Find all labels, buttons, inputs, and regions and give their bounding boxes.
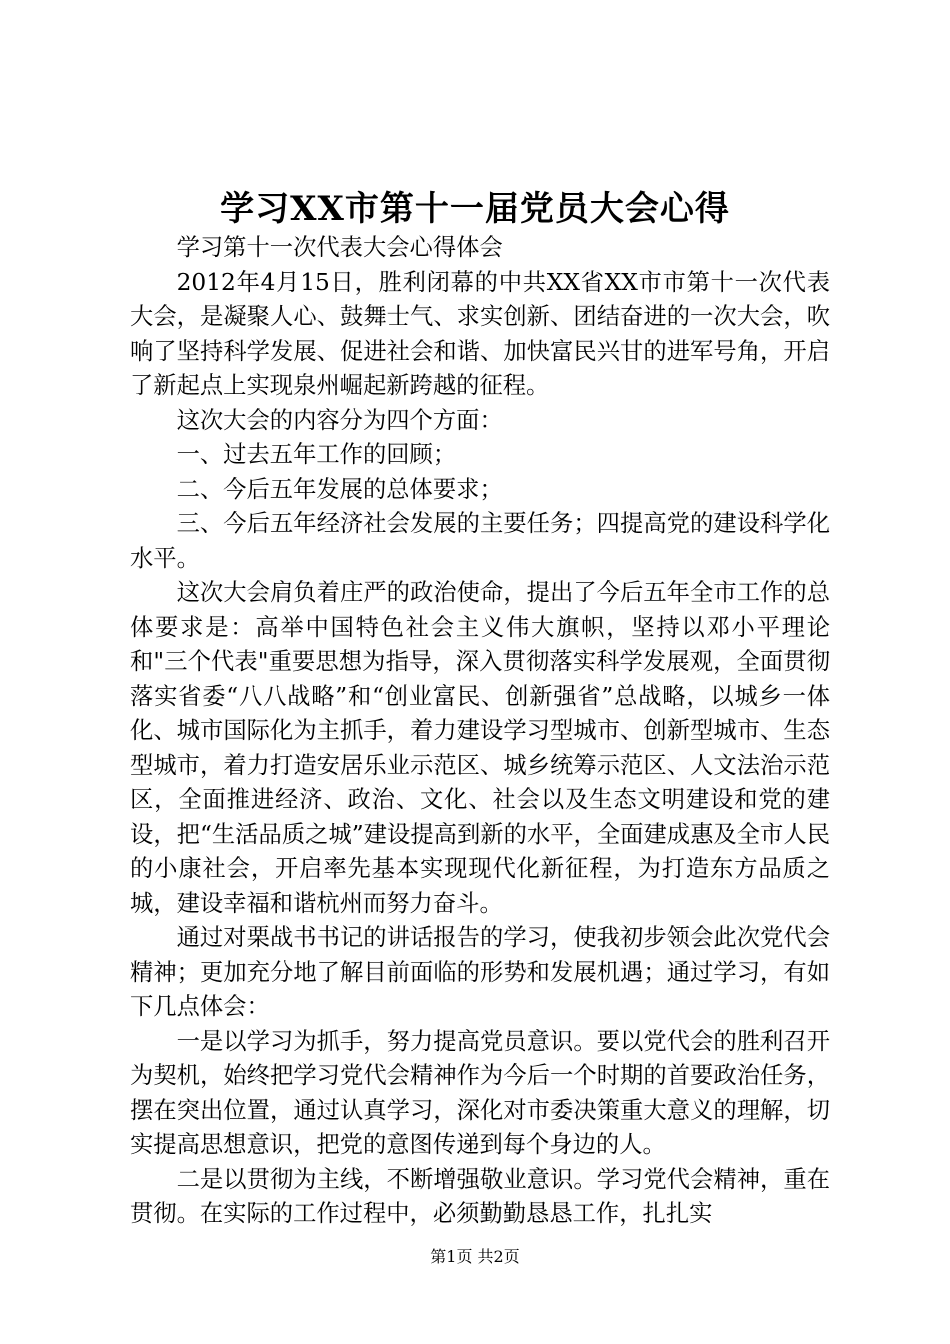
paragraph: 三、今后五年经济社会发展的主要任务；四提高党的建设科学化水平。 [130, 510, 830, 572]
paragraph-subtitle: 学习第十一次代表大会心得体会 [176, 234, 503, 261]
document-title: 学习XX市第十一届党员大会心得 [220, 189, 730, 229]
paragraph: 二、今后五年发展的总体要求； [176, 475, 503, 503]
paragraph: 通过对栗战书书记的讲话报告的学习，使我初步领会此次党代会精神；更加充分地了解目前面临的形势和发展机遇；通过学习，有如下几点体会： [130, 924, 830, 1020]
document-body [130, 231, 830, 1232]
paragraph: 2012年4月15日，胜利闭幕的中共XX省XX市市第十一次代表大会，是凝聚人心、鼓舞士气、求实创新、团结奋进的一次大会，吹响了坚持科学发展、促进社会和谐、加快富民兴甘的进军号角，开启了新起点上实现泉州崛起新跨越的征程。 [130, 268, 830, 399]
paragraph: 这次大会肩负着庄严的政治使命，提出了今后五年全市工作的总体要求是：高举中国特色社会主义伟大旗帜，坚持以邓小平理论和"三个代表"重要思想为指导，深入贯彻落实科学发展观，全面贯彻落实省委“八八战略”和“创业富民、创新强省”总战略，以城乡一体化、城市国际化为主抓手，着力建设学习型城市、创新型城市、生态型城市，着力打造安居乐业示范区、城乡统筹示范区、人文法治示范区，全面推进经济、政治、文化、社会以及生态文明建设和党的建设，把“生活品质之城”建设提高到新的水平，全面建成惠及全市人民的小康社会，开启率先基本实现现代化新征程，为打造东方品质之城，建设幸福和谐杭州而努力奋斗。 [130, 579, 830, 917]
paragraph: 二是以贯彻为主线，不断增强敬业意识。学习党代会精神，重在贯彻。在实际的工作过程中，必须勤勤恳恳工作，扎扎实 [130, 1165, 830, 1227]
page-footer: 第1页 共2页 [430, 1247, 520, 1266]
paragraph: 一是以学习为抓手，努力提高党员意识。要以党代会的胜利召开为契机，始终把学习党代会精神作为今后一个时期的首要政治任务，摆在突出位置，通过认真学习，深化对市委决策重大意义的理解，切实提高思想意识，把党的意图传递到每个身边的人。 [130, 1027, 830, 1158]
paragraph: 一、过去五年工作的回顾； [176, 441, 457, 468]
paragraph: 这次大会的内容分为四个方面： [176, 406, 503, 434]
